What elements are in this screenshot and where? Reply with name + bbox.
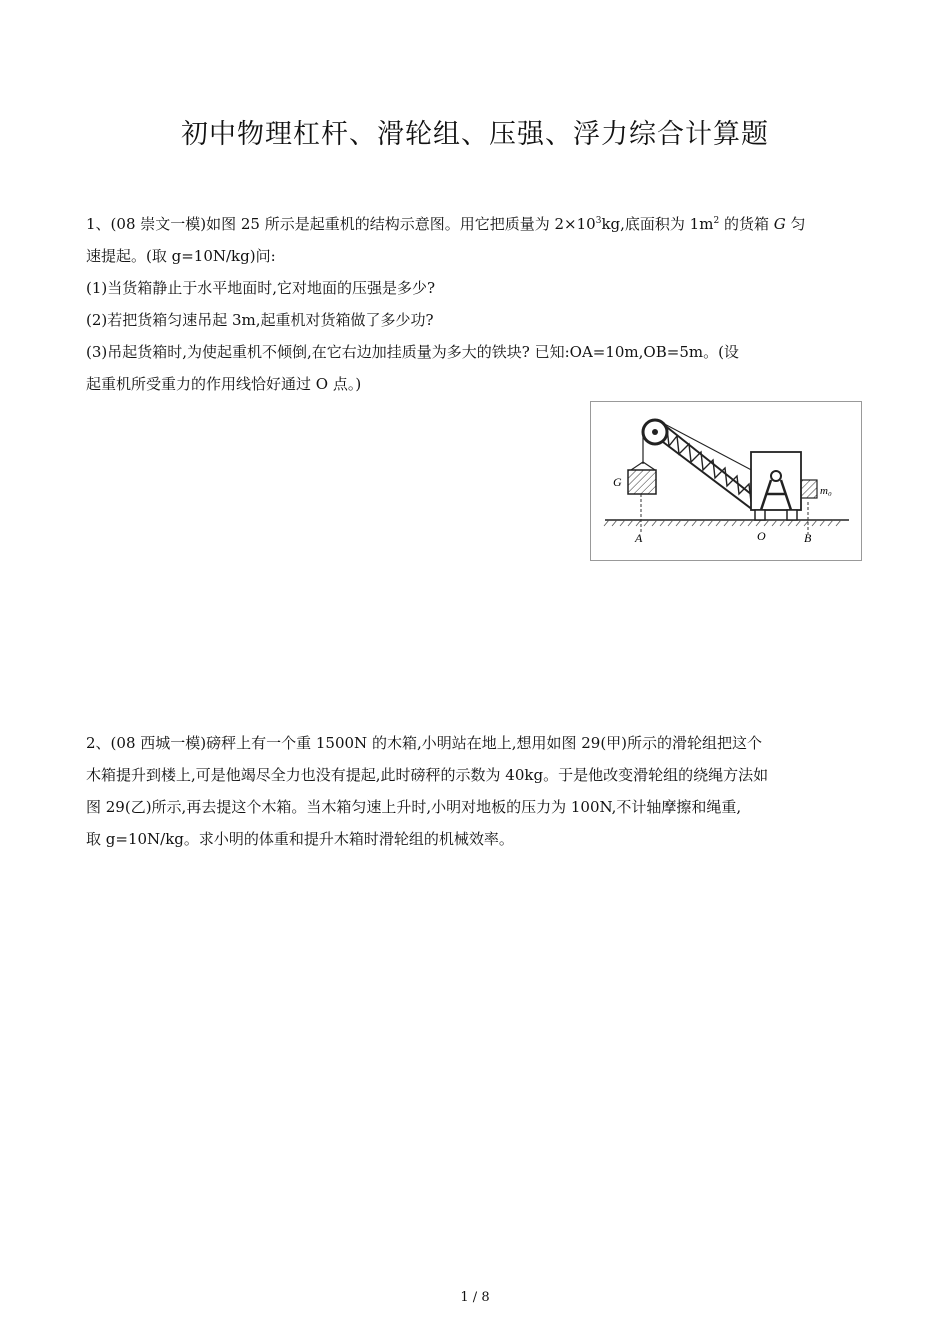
q1-exp: 3 <box>595 216 602 226</box>
q2-line-4: 取 g=10N/kg。求小明的体重和提升木箱时滑轮组的机械效率。 <box>86 830 514 848</box>
crane-figure <box>590 401 862 561</box>
q2-line-3: 图 29(乙)所示,再去提这个木箱。当木箱匀速上升时,小明对地板的压力为 100N,不计轴摩擦和绳重, <box>86 798 742 816</box>
q1-line-2: 速提起。(取 g=10N/kg)问: <box>86 247 276 265</box>
q2-line-2: 木箱提升到楼上,可是他竭尽全力也没有提起,此时磅秤的示数为 40kg。于是他改变滑轮组的绕绳方法如 <box>86 766 769 784</box>
q1-sub-1: (1)当货箱静止于水平地面时,它对地面的压强是多少? <box>86 279 436 297</box>
q1-exp2: 2 <box>713 216 720 226</box>
q1-text-a: 1、(08 崇文一模)如图 25 所示是起重机的结构示意图。用它把质量为 2×10 <box>86 215 596 233</box>
counterweight-box <box>801 480 817 498</box>
label-g: G <box>613 475 622 489</box>
question-1 <box>86 205 866 400</box>
page-number: 1 / 8 <box>460 1290 490 1305</box>
q1-text-c: 的货箱 <box>719 215 774 233</box>
q2-line-1: 2、(08 西城一模)磅秤上有一个重 1500N 的木箱,小明站在地上,想用如图 29(甲)所示的滑轮组把这个 <box>86 734 763 752</box>
label-o: O <box>757 529 766 543</box>
q1-text-d: 匀 <box>785 215 806 233</box>
q1-sub-3: (3)吊起货箱时,为使起重机不倾倒,在它右边加挂质量为多大的铁块? 已知:OA=10m,OB=5m。(设 <box>86 343 739 361</box>
q1-text-b: kg,底面积为 1m <box>601 215 714 233</box>
q1-g: G <box>773 215 786 233</box>
q1-sub-3b: 起重机所受重力的作用线恰好通过 O 点。) <box>86 375 362 393</box>
label-b: B <box>804 531 812 545</box>
page-title: 初中物理杠杆、滑轮组、压强、浮力综合计算题 <box>181 119 769 150</box>
cargo-box <box>628 470 656 494</box>
q1-sub-2: (2)若把货箱匀速吊起 3m,起重机对货箱做了多少功? <box>86 311 434 329</box>
label-a: A <box>635 531 643 545</box>
q1-line-1 <box>86 205 866 240</box>
question-2 <box>86 727 866 855</box>
crane-diagram <box>591 402 861 560</box>
label-m0: m₀ <box>820 485 832 497</box>
